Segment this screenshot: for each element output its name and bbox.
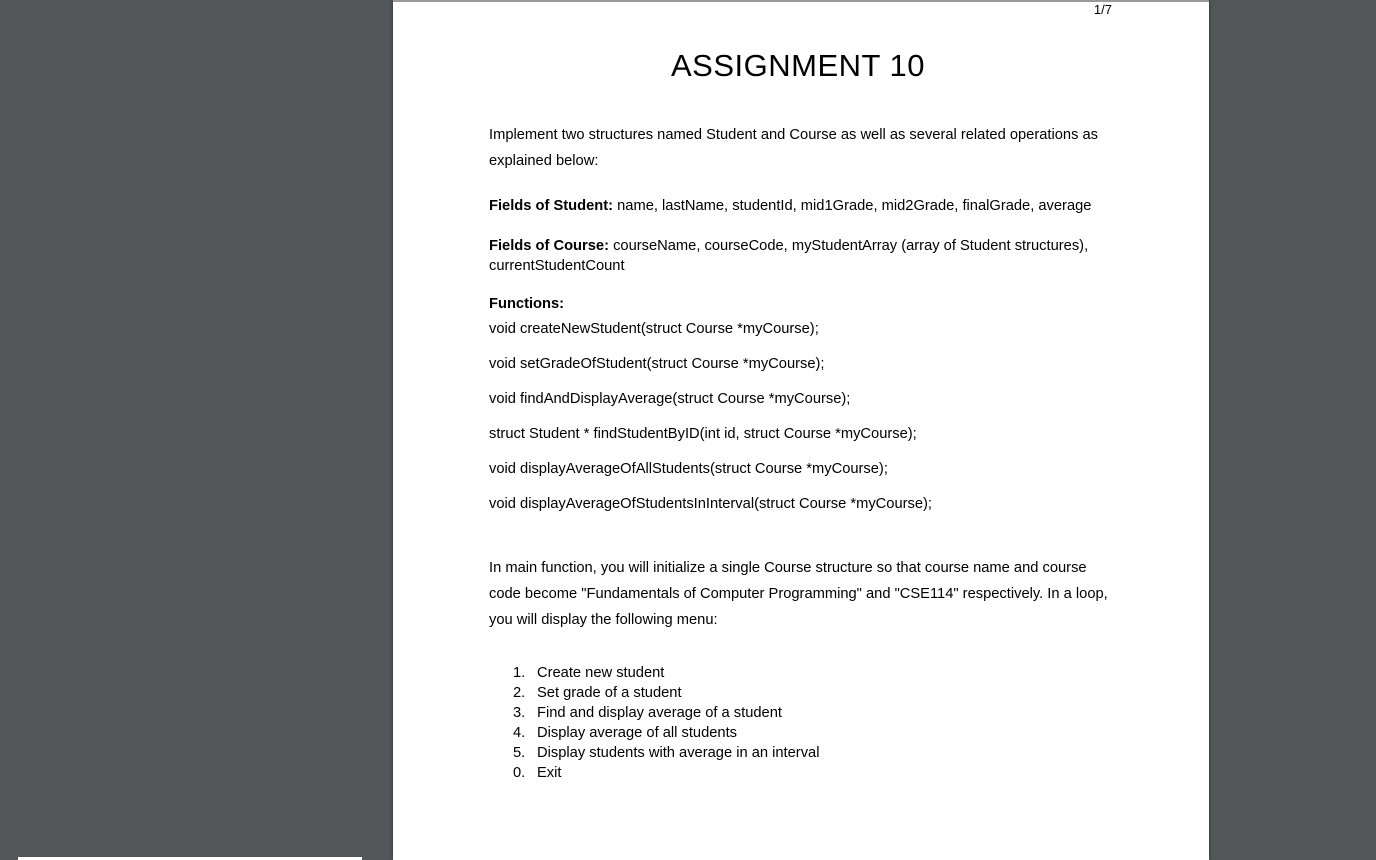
student-fields-paragraph xyxy=(489,196,1119,216)
function-item: void createNewStudent(struct Course *myCourse); xyxy=(489,321,819,337)
menu-item-number: 1. xyxy=(513,665,526,681)
main-function-paragraph: In main function, you will initialize a single Course structure so that course name and course code become "Fundamentals of Computer Programming" and "CSE114" respectively. In a loop, you will display the following menu: xyxy=(489,560,1108,628)
function-item: void findAndDisplayAverage(struct Course *myCourse); xyxy=(489,391,851,407)
student-fields-text: name, lastName, studentId, mid1Grade, mid2Grade, finalGrade, average xyxy=(617,198,1092,214)
menu-item-label: Display students with average in an interval xyxy=(537,745,820,761)
menu-item-label: Display average of all students xyxy=(537,725,738,741)
menu-item xyxy=(513,663,1119,683)
menu-item-number: 4. xyxy=(513,725,526,741)
course-fields-label: Fields of Course: xyxy=(489,238,609,254)
student-fields-label: Fields of Student: xyxy=(489,198,614,214)
menu-item-label: Exit xyxy=(537,765,562,781)
menu-item-number: 3. xyxy=(513,705,526,721)
menu-item xyxy=(513,743,1119,763)
menu-item-number: 2. xyxy=(513,685,526,701)
document-title: ASSIGNMENT 10 xyxy=(670,48,925,83)
menu-list xyxy=(489,663,1119,783)
page-indicator: 1/7 xyxy=(1093,2,1112,17)
intro-paragraph: Implement two structures named Student and Course as well as several related operations as explained below: xyxy=(489,127,1099,169)
functions-heading: Functions: xyxy=(489,296,565,312)
function-item: struct Student * findStudentByID(int id, struct Course *myCourse); xyxy=(489,426,917,442)
menu-item-label: Find and display average of a student xyxy=(537,705,782,721)
menu-item-label: Create new student xyxy=(537,665,665,681)
menu-item xyxy=(513,723,1119,743)
menu-item xyxy=(513,683,1119,703)
function-list xyxy=(489,319,1119,514)
function-item: void setGradeOfStudent(struct Course *myCourse); xyxy=(489,356,825,372)
menu-item-number: 5. xyxy=(513,745,526,761)
function-item: void displayAverageOfAllStudents(struct Course *myCourse); xyxy=(489,461,888,477)
menu-item xyxy=(513,703,1119,723)
function-item: void displayAverageOfStudentsInInterval(struct Course *myCourse); xyxy=(489,496,932,512)
document-page xyxy=(393,0,1209,860)
menu-item-label: Set grade of a student xyxy=(537,685,682,701)
menu-item xyxy=(513,763,1119,783)
course-fields-paragraph xyxy=(489,236,1119,276)
course-fields-text: courseName, courseCode, myStudentArray (array of Student structures), currentStudentCount xyxy=(489,238,1089,274)
menu-item-number: 0. xyxy=(513,765,526,781)
document-body xyxy=(489,122,1119,783)
